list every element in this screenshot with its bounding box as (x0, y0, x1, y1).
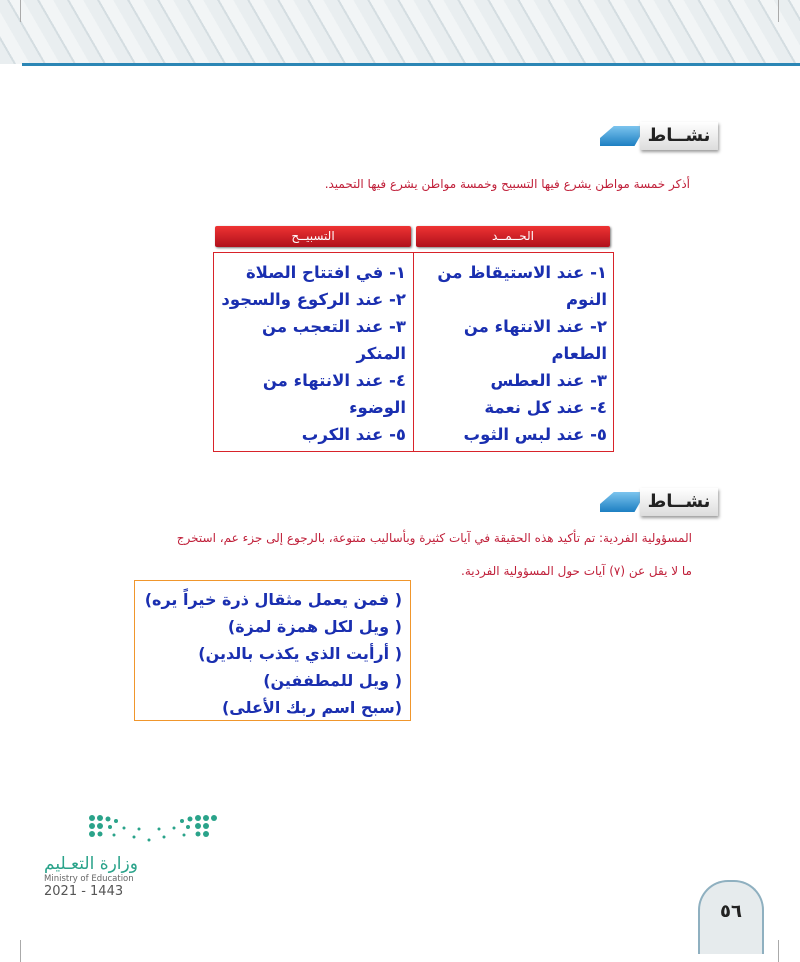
activity-badge-2 (600, 488, 718, 516)
answer-item: ( ويل للمطففين) (263, 671, 402, 690)
hamd-item: ٥- عند لبس الثوب (463, 425, 607, 444)
tasbih-item: ٢- عند الركوع والسجود (221, 290, 406, 309)
answer-item: ( أرأيت الذي يكذب بالدين) (198, 644, 402, 663)
tasbih-item: ١- في افتتاح الصلاة (245, 263, 406, 282)
tasbih-column (214, 253, 412, 451)
answer-table (213, 252, 614, 452)
header-divider (22, 63, 800, 66)
crop-mark (20, 940, 21, 962)
tasbih-item: ٤- عند الانتهاء من الوضوء (262, 371, 406, 417)
tasbih-item: ٣- عند التعجب من المنكر (261, 317, 406, 363)
instruction-2-line1: المسؤولية الفردية: تم تأكيد هذه الحقيقة في آيات كثيرة وبأساليب متنوعة، بالرجوع إلى جزء عم، استخرج (176, 531, 692, 545)
badge-label: نشــاط (640, 122, 718, 150)
ministry-logo (40, 812, 224, 899)
hamd-column (413, 253, 613, 451)
answer-item: ( ويل لكل همزة لمزة) (227, 617, 402, 636)
page-number: ٥٦ (698, 880, 764, 954)
header-tasbih: التسبيــح (215, 226, 411, 247)
crop-mark (20, 0, 21, 22)
hamd-item: ٢- عند الانتهاء من الطعام (463, 317, 607, 363)
tasbih-item: ٥- عند الكرب (301, 425, 406, 444)
answer-item: (سبح اسم ربك الأعلى) (221, 698, 402, 717)
crop-mark (778, 0, 779, 22)
instruction-2-line2: ما لا يقل عن (٧) آيات حول المسؤولية الفردية. (461, 564, 692, 578)
hamd-item: ٣- عند العطس (490, 371, 607, 390)
hamd-item: ١- عند الاستيقاظ من النوم (437, 263, 607, 309)
activity-badge-1 (600, 122, 718, 150)
edition-year: 2021 - 1443 (44, 884, 124, 899)
answer-box (134, 580, 411, 721)
ministry-dots-icon (84, 812, 224, 846)
hamd-item: ٤- عند كل نعمة (484, 398, 607, 417)
badge-label: نشــاط (640, 488, 718, 516)
crop-mark (778, 940, 779, 962)
header-hamd: الحــمــد (416, 226, 610, 247)
answer-item: ( فمن يعمل مثقال ذرة خيراً يره) (144, 590, 402, 609)
ministry-name-ar: وزارة التعـليم (44, 854, 138, 874)
ministry-name-en: Ministry of Education (44, 874, 134, 884)
instruction-1: أذكر خمسة مواطن يشرع فيها التسبيح وخمسة مواطن يشرع فيها التحميد. (324, 177, 690, 191)
header-decoration (0, 0, 800, 64)
